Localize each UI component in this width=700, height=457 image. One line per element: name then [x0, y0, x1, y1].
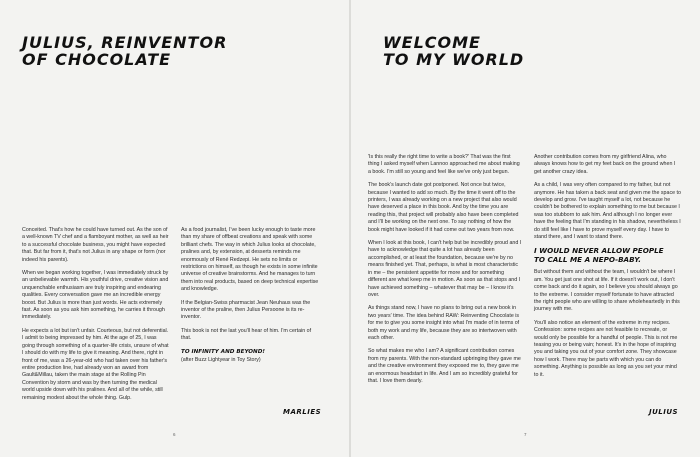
closing-note: (after Buzz Lightyear in Toy Story) [181, 356, 261, 363]
paragraph: You'll also notice an element of the extreme in my recipes. Confession: some recipes are not feasible to recreate, or would only be possible for a handful of people. This is not me teasing you or being vain; honest. It's in the hope of inspiring you and taking you out of your comfort zone. They showcase how I work. There may be parts with which you can do something. Anything is possible as long as you set your mind to it. [534, 319, 678, 378]
left-column-1 [22, 227, 170, 408]
left-page [0, 0, 349, 457]
paragraph: As a food journalist, I've been lucky enough to taste more than my share of offbeat creations and speak with some brilliant chefs. The way in which Julius looks at chocolate, pralines and, by extension, at desserts reminds me enormously of René Redzepi. He sets no limits or restrictions on himself, as though he exists in some infinite universe of creative brainstorms. And he manages to turn them into real products, based on deep technical expertise and knowledge. [181, 227, 319, 293]
signature: JULIUS [649, 408, 679, 416]
paragraph: When we began working together, I was immediately struck by an unbelievable warmth. His youthful drive, creative vision and unquenchable enthusiasm are truly inspiring and endearing qualities. Every conversation gave me an incredible energy boost. But Julius is more than just words. He acts extremely fast. As soon as you ask him something, he carries it through immediately. [22, 270, 169, 321]
paragraph: 'Is this really the right time to write a book?' That was the first thing I asked myself when Lannoo approached me about making a book. I'm still so young and feel like we've only just begun. [368, 154, 520, 175]
closing-line: TO INFINITY AND BEYOND! [181, 348, 265, 355]
left-column-2 [181, 227, 319, 370]
paragraph: He expects a lot but isn't unfair. Courteous, but not deferential. I admit to being impressed by him. At the age of 25, I was going through something of a quarter-life crisis, unsure of what I should do with my life to give it meaning. And there, right in front of me, was a 26-year-old who had taken over his father's entire production line, had already won an award from Gault&Millau, taken the main stage at the Rolling Pin Convention by storm and was by then turning the medical world upside down with his pralines. And all of the while, still remaining modest about the whole thing. Gulp. [22, 327, 169, 401]
right-column-1 [368, 154, 523, 391]
right-page-title: WELCOME TO MY WORLD [383, 33, 525, 69]
paragraph: As a child, I was very often compared to my father, but not anymore. He has taken a back seat and given me the space to develop and grow. I've taught myself a lot, not because he couldn't be bothered to explain something to me but because I was too stubborn to ask him. And although I no longer ever have the feeling that I'm standing in his shadow, nevertheless I do still feel like I have to prove myself every day. I have to stand there, and I want to stand there. [534, 182, 681, 241]
left-page-title: JULIUS, REINVENTOR OF CHOCOLATE [22, 33, 228, 69]
page-number: 7 [524, 432, 527, 437]
paragraph: This book is not the last you'll hear of him. I'm certain of that. [181, 327, 312, 342]
paragraph: So what makes me who I am? A significant contribution comes from my parents. With the non-standard upbringing they gave me and the creative environment they exposed me to, they gave me an enormous headstart in life. And I am so incredibly grateful for that. I love them dearly. [368, 348, 521, 384]
paragraph: Another contribution comes from my girlfriend Alina, who always knows how to get my feet back on the ground when I get another crazy idea. [534, 154, 676, 175]
page-number: 6 [173, 432, 176, 437]
paragraph: As things stand now, I have no plans to bring out a new book in two years' time. The idea behind RAW: Reinventing Chocolate is for me to give you some insight into what I'm made of in terms of both my work and my life, because they are so intertwoven with each other. [368, 305, 520, 341]
paragraph: When I look at this book, I can't help but be incredibly proud and I have to acknowledge that quite a lot has already been accomplished, or at least the foundation, because we're by no means finished yet. That, perhaps, is what is most characteristic in me – the persistent appetite for more and for something different are what keep me in motion. As soon as that stops and I have achieved something – whatever that may be – I know it's over. [368, 240, 522, 298]
right-page [351, 0, 700, 457]
right-column-2 [534, 154, 682, 385]
paragraph: If the Belgian-Swiss pharmacist Jean Neuhaus was the inventor of the praline, then Julius Persoone is its re-inventor. [181, 299, 311, 321]
signature: MARLIES [283, 408, 322, 416]
pull-quote: I WOULD NEVER ALLOW PEOPLE TO CALL ME A NEPO-BABY. [534, 246, 664, 264]
paragraph: But without them and without the team, I wouldn't be where I am. You get just one shot at life. If it doesn't work out, I don't come back and do it again, so I believe you should always go to the extreme. I consider myself fortunate to have attracted the right people who are willing to share wholeheartedly in this journey with me. [534, 269, 680, 313]
paragraph: Conceited. That's how he could have turned out. As the son of a well-known TV chef and a flamboyant mother, as well as heir to a successful chocolate business, you might have expected that. But far from it, that's not Julius in any shape or form (nor indeed his parents). [22, 227, 169, 263]
paragraph: The book's launch date got postponed. Not once but twice, because I wanted to add so much. By the time it went off to the printers, I was already working on a new project that also would have deserved a place in this book. And by the time you are reading this, that project will probably also have been completed and I'll be working on the next one. To say nothing of how the book might have looked if it had come out two years from now. [368, 182, 519, 233]
